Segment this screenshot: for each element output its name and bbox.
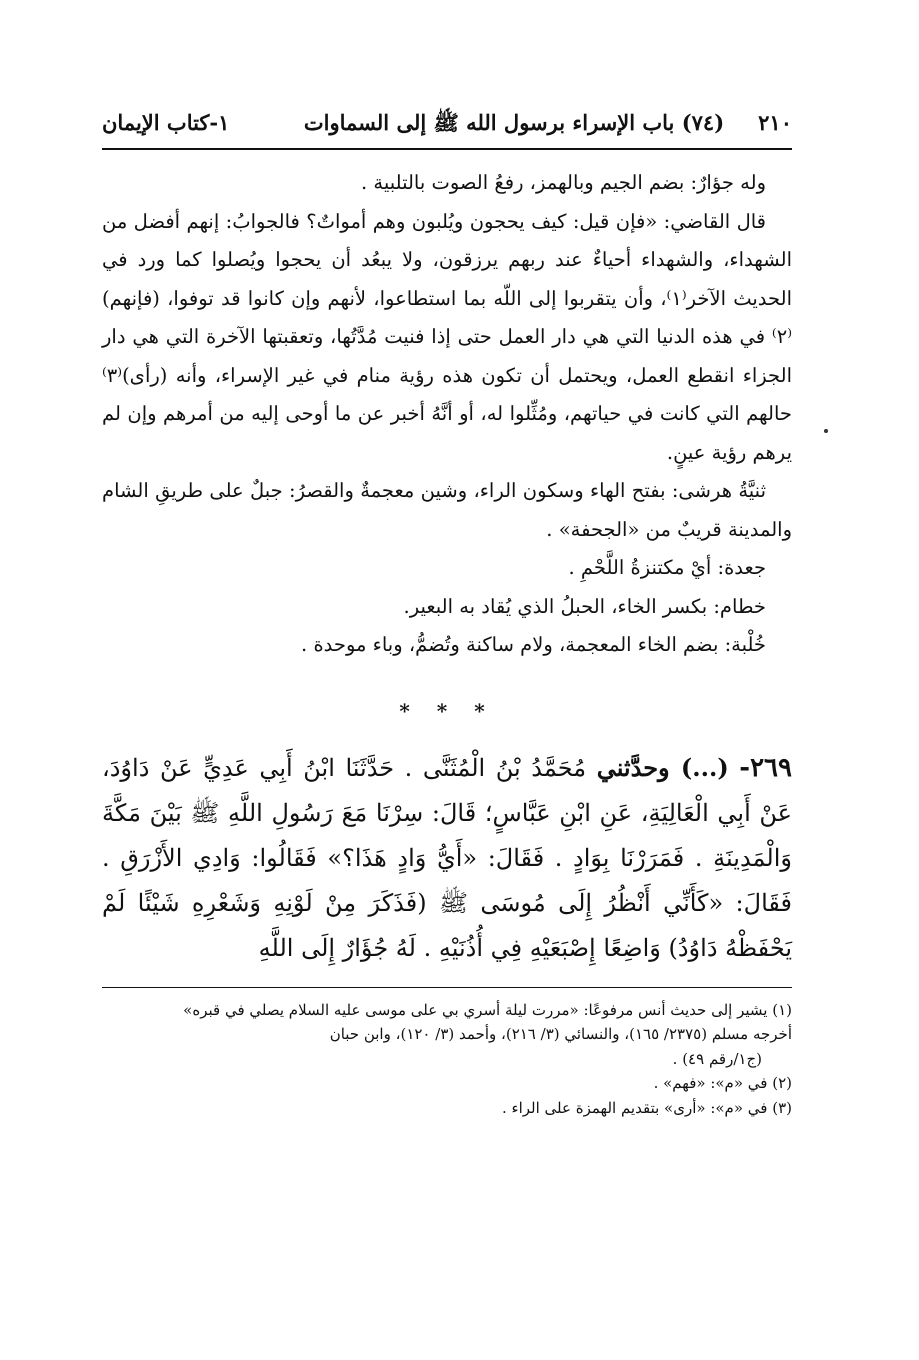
commentary-paragraph: ثنيَّةُ هرشى: بفتح الهاء وسكون الراء، وشين معجمةٌ والقصرُ: جبلٌ على طريقِ الشام والمدينة قريبٌ من «الجحفة» . (102, 479, 792, 541)
footnote-1-line: (١) يشير إلى حديث أنس مرفوعًا: «مررت ليلة أسري بي على موسى عليه السلام يصلي في قبره» (183, 1000, 792, 1019)
chapter-title: (٧٤) باب الإسراء برسول الله ﷺ إلى السماوات (303, 110, 725, 135)
footnote-1-line: أخرجه مسلم (٢٣٧٥/ ١٦٥)، والنسائي (٣/ ٢١٦)، وأحمد (٣/ ١٢٠)، وابن حبان (329, 1025, 792, 1043)
hadith-text: مُحَمَّدُ بْنُ الْمُثَنَّى . حَدَّثَنَا ابْنُ أَبِي عَدِيٍّ عَنْ دَاوُدَ، عَنْ أَبِي الْعَالِيَةِ، عَنِ ابْنِ عَبَّاسٍ؛ قَالَ: سِرْنَا مَعَ رَسُولِ اللَّهِ ﷺ بَيْنَ مَكَّةَ وَالْمَدِينَةِ . فَمَرَرْنَا بِوَادٍ . فَقَالَ: «أَيُّ وَادٍ هَذَا؟» فَقَالُوا: وَادِي الأَزْرَقِ . فَقَالَ: «كَأَنِّي أَنْظُرُ إِلَى مُوسَى ﷺ (فَذَكَرَ مِنْ لَوْنِهِ وَشَعْرِهِ شَيْئًا لَمْ يَحْفَظْهُ دَاوُدُ) وَاضِعًا إِصْبَعَيْهِ فِي أُذُنَيْهِ . لَهُ جُؤَارٌ إِلَى اللَّهِ (102, 753, 792, 962)
hadith-intro: (...) وحدَّثني (596, 752, 729, 782)
section-separator: * * * (399, 698, 495, 723)
commentary-paragraph: خُلْبة: بضم الخاء المعجمة، ولام ساكنة وتُضمُّ، وباء موحدة . (301, 633, 766, 656)
hadith-paragraph (102, 745, 792, 971)
commentary-paragraph: وله جؤارٌ: بضم الجيم وبالهمز، رفعُ الصوت بالتلبية . (361, 171, 766, 194)
commentary-paragraph: جعدة: أيْ مكتنزةُ اللَّحْمِ . (568, 556, 766, 579)
commentary-section (102, 164, 792, 665)
footnote-1-line: (ج١/رقم ٤٩) . (672, 1049, 762, 1068)
margin-dot (824, 429, 828, 433)
book-title: ١-كتاب الإيمان (102, 110, 230, 135)
commentary-paragraph: خطام: بكسر الخاء، الحبلُ الذي يُقاد به البعير. (403, 594, 766, 618)
footnote-3: (٣) في «م»: «أرى» بتقديم الهمزة على الراء . (502, 1098, 792, 1117)
footnote-rule (102, 987, 792, 988)
header-rule (102, 148, 792, 150)
book-page (102, 110, 792, 1310)
footnotes-section (102, 998, 792, 1121)
commentary-paragraph: قال القاضي: «فإن قيل: كيف يحجون ويُلبون وهم أمواتٌ؟ فالجوابُ: إنهم أفضل من الشهداء، والشهداء أحياءٌ عند ربهم يرزقون، ولا يبعُد أن يحجوا ويُصلوا كما ورد في الحديث الآخر⁽١⁾، وأن يتقربوا إلى اللّه بما استطاعوا، لأنهم وإن كانوا قد توفوا، (فإنهم)⁽٢⁾ في هذه الدنيا التي هي دار العمل حتى إذا فنيت مُدَّتُها، وتعقبتها الآخرة التي هي دار الجزاء انقطع العمل، ويحتمل أن تكون هذه رؤية منام في غير الإسراء، وأنه (رأى)⁽٣⁾ حالهم التي كانت في حياتهم، ومُثِّلوا له، أو أنَّهُ أخبر عن ما أوحى إليه من أمرهم وإن لم يرهم رؤية عينٍ. (102, 209, 792, 464)
running-header (102, 110, 792, 144)
header-right-group (304, 110, 792, 141)
page-number: ٢١٠ (758, 110, 792, 135)
hadith-number: ٢٦٩- (739, 752, 792, 783)
footnote-2: (٢) في «م»: «فهم» . (653, 1074, 792, 1092)
hadith-section (102, 745, 792, 971)
